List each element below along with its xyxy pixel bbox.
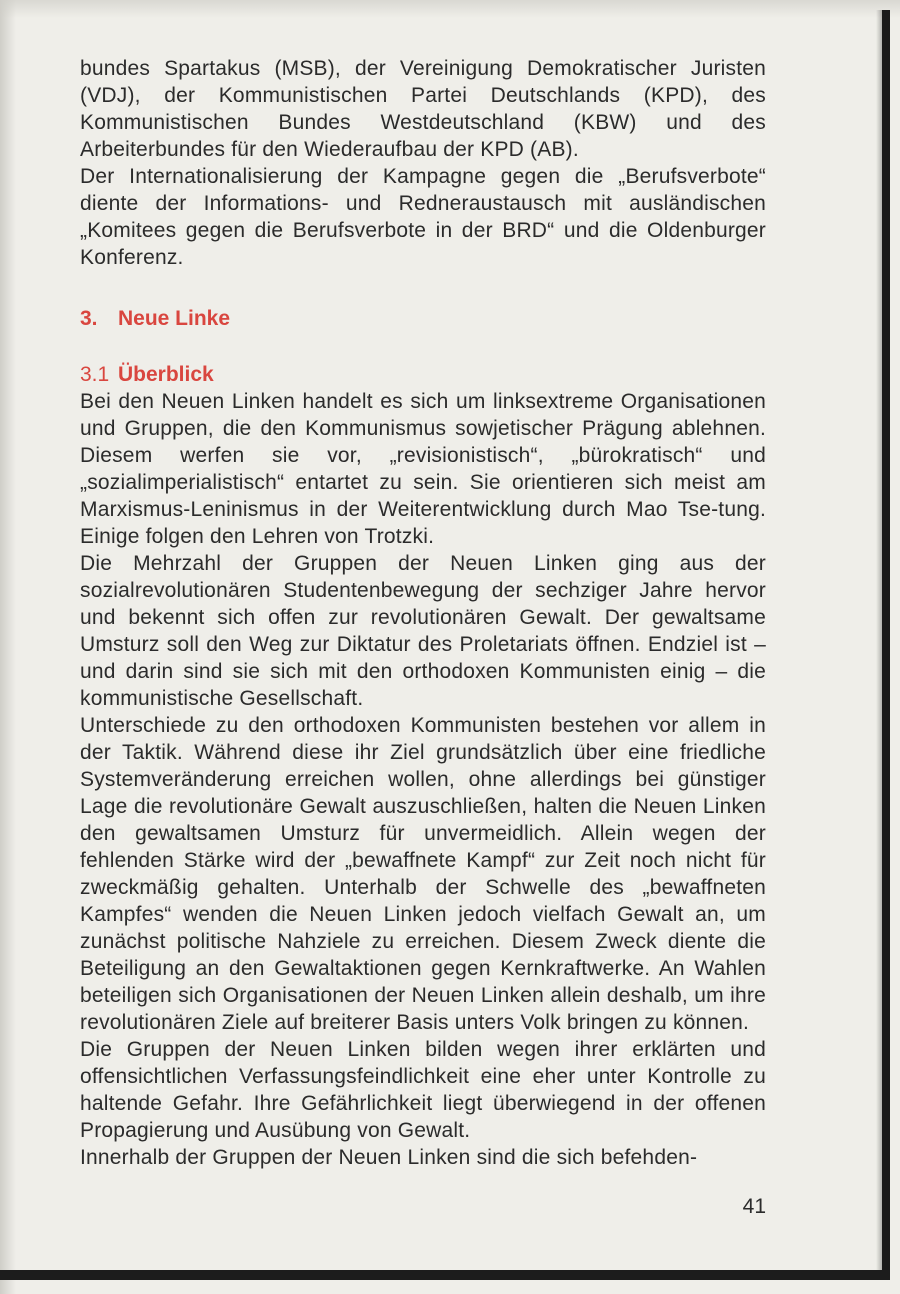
subsection-number: 3.1 xyxy=(80,363,110,386)
section-number: 3. xyxy=(80,307,98,330)
page-left-shadow xyxy=(0,0,16,1294)
paragraph-intro-1: bundes Spartakus (MSB), der Vereinigung Demokratischer Juristen (VDJ), der Kommunistischen Partei Deutschlands (KPD), des Kommunistischen Bundes Westdeutschland (KBW) und des Arbeiterbundes für den Wiederaufbau der KPD (AB). xyxy=(80,57,766,161)
page-body xyxy=(80,55,766,1171)
subsection-title: Überblick xyxy=(118,363,214,386)
section-title: Neue Linke xyxy=(118,307,231,330)
section-heading-3 xyxy=(80,305,766,332)
paragraph-intro-2: Der Internationalisierung der Kampagne gegen die „Berufsverbote“ diente der Informations- und Redneraustausch mit ausländischen „Komitees gegen die Berufsverbote in der BRD“ und die Oldenburger Konferenz. xyxy=(80,165,766,269)
page-number: 41 xyxy=(742,1195,766,1218)
paragraph-4: Die Gruppen der Neuen Linken bilden wegen ihrer erklärten und offensichtlichen Verfassungsfeindlichkeit eine eher unter Kontrolle zu haltende Gefahr. Ihre Gefährlichkeit liegt überwiegend in der offenen Propagierung und Ausübung von Gewalt. xyxy=(80,1038,766,1142)
paragraph-2: Die Mehrzahl der Gruppen der Neuen Linken ging aus der sozialrevolutionären Studentenbewegung der sechziger Jahre hervor und bekennt sich offen zur revolutionären Gewalt. Der gewaltsame Umsturz soll den Weg zur Diktatur des Proletariats öffnen. Endziel ist – und darin sind sie sich mit den orthodoxen Kommunisten einig – die kommunistische Gesellschaft. xyxy=(80,552,766,710)
page-right-edge xyxy=(882,10,890,1278)
paragraph-3: Unterschiede zu den orthodoxen Kommunisten bestehen vor allem in der Taktik. Während diese ihr Ziel grundsätzlich über eine friedliche Systemveränderung erreichen wollen, ohne allerdings bei günstiger Lage die revolutionäre Gewalt auszuschließen, halten die Neuen Linken den gewaltsamen Umsturz für unvermeidlich. Allein wegen der fehlenden Stärke wird der „bewaffnete Kampf“ zur Zeit noch nicht für zweckmäßig gehalten. Unterhalb der Schwelle des „bewaffneten Kampfes“ wenden die Neuen Linken jedoch vielfach Gewalt an, um zunächst politische Nahziele zu erreichen. Diesem Zweck diente die Beteiligung an den Gewaltaktionen gegen Kernkraftwerke. An Wahlen beteiligen sich Organisationen der Neuen Linken allein deshalb, um ihre revolutionären Ziele auf breiterer Basis unters Volk bringen zu können. xyxy=(80,714,766,1034)
paragraph-5: Innerhalb der Gruppen der Neuen Linken sind die sich befehden- xyxy=(80,1146,698,1169)
page-bottom-edge xyxy=(0,1270,890,1280)
paragraph-1: Bei den Neuen Linken handelt es sich um linksextreme Organisationen und Gruppen, die den Kommunismus sowjetischer Prägung ablehnen. Diesem werfen sie vor, „revisionistisch“, „bürokratisch“ und „sozialimperialistisch“ entartet zu sein. Sie orientieren sich meist am Marxismus-Leninismus in der Weiterentwicklung durch Mao Tse-tung. Einige folgen den Lehren von Trotzki. xyxy=(80,390,766,548)
page-top-shadow xyxy=(0,0,900,18)
section-heading-3-1 xyxy=(80,361,766,388)
